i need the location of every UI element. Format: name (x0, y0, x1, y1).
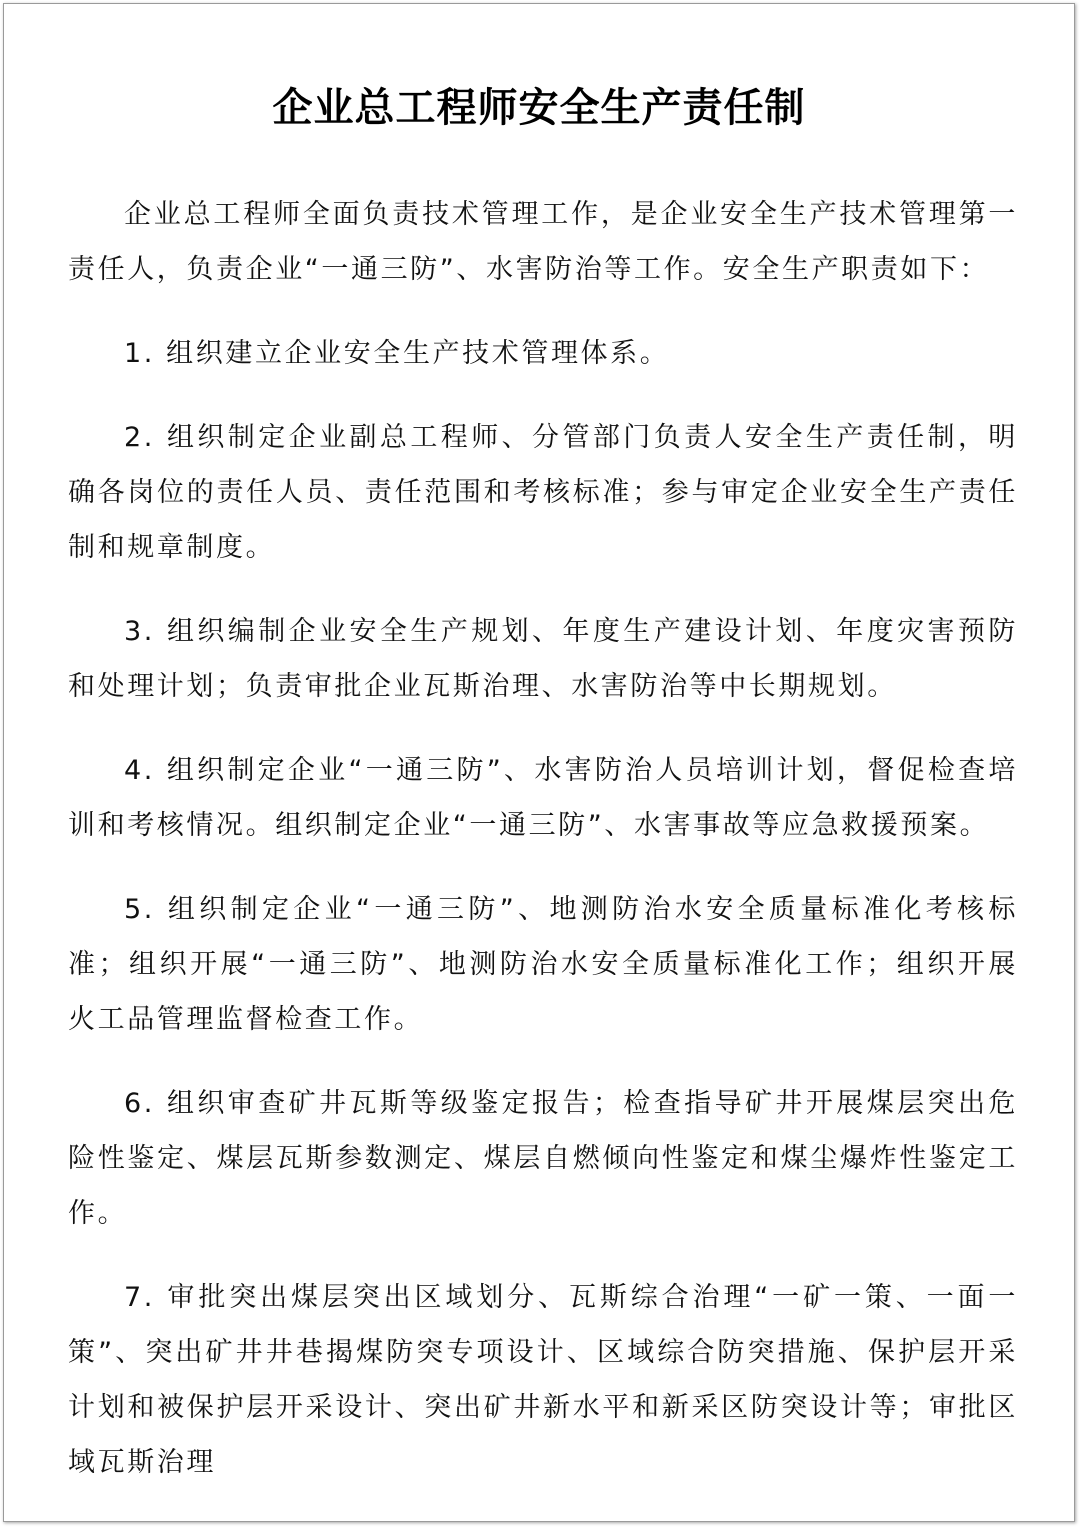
duty-item-7: 7. 审批突出煤层突出区域划分、瓦斯综合治理“一矿一策、一面一策”、突出矿井井巷揭煤防突专项设计、区域综合防突措施、保护层开采计划和被保护层开采设计、突出矿井新水平和新采区防突设计等；审批区域瓦斯治理 (68, 1282, 1018, 1478)
document-title: 企业总工程师安全生产责任制 (272, 84, 806, 131)
duty-item-2: 2. 组织制定企业副总工程师、分管部门负责人安全生产责任制，明确各岗位的责任人员、责任范围和考核标准；参与审定企业安全生产责任制和规章制度。 (68, 422, 1018, 563)
duty-item-1: 1. 组织建立企业安全生产技术管理体系。 (124, 338, 670, 369)
document-page (3, 3, 1075, 1522)
duty-item-6: 6. 组织审查矿井瓦斯等级鉴定报告；检查指导矿井开展煤层突出危险性鉴定、煤层瓦斯参数测定、煤层自燃倾向性鉴定和煤尘爆炸性鉴定工作。 (68, 1088, 1018, 1229)
document-body (68, 187, 1018, 1519)
duty-item-3: 3. 组织编制企业安全生产规划、年度生产建设计划、年度灾害预防和处理计划；负责审批企业瓦斯治理、水害防治等中长期规划。 (68, 616, 1018, 702)
intro-paragraph: 企业总工程师全面负责技术管理工作，是企业安全生产技术管理第一责任人，负责企业“一通三防”、水害防治等工作。安全生产职责如下： (68, 199, 1018, 285)
duty-item-4: 4. 组织制定企业“一通三防”、水害防治人员培训计划，督促检查培训和考核情况。组织制定企业“一通三防”、水害事故等应急救援预案。 (68, 755, 1018, 841)
duty-item-5: 5. 组织制定企业“一通三防”、地测防治水安全质量标准化考核标准；组织开展“一通三防”、地测防治水安全质量标准化工作；组织开展火工品管理监督检查工作。 (68, 894, 1018, 1035)
